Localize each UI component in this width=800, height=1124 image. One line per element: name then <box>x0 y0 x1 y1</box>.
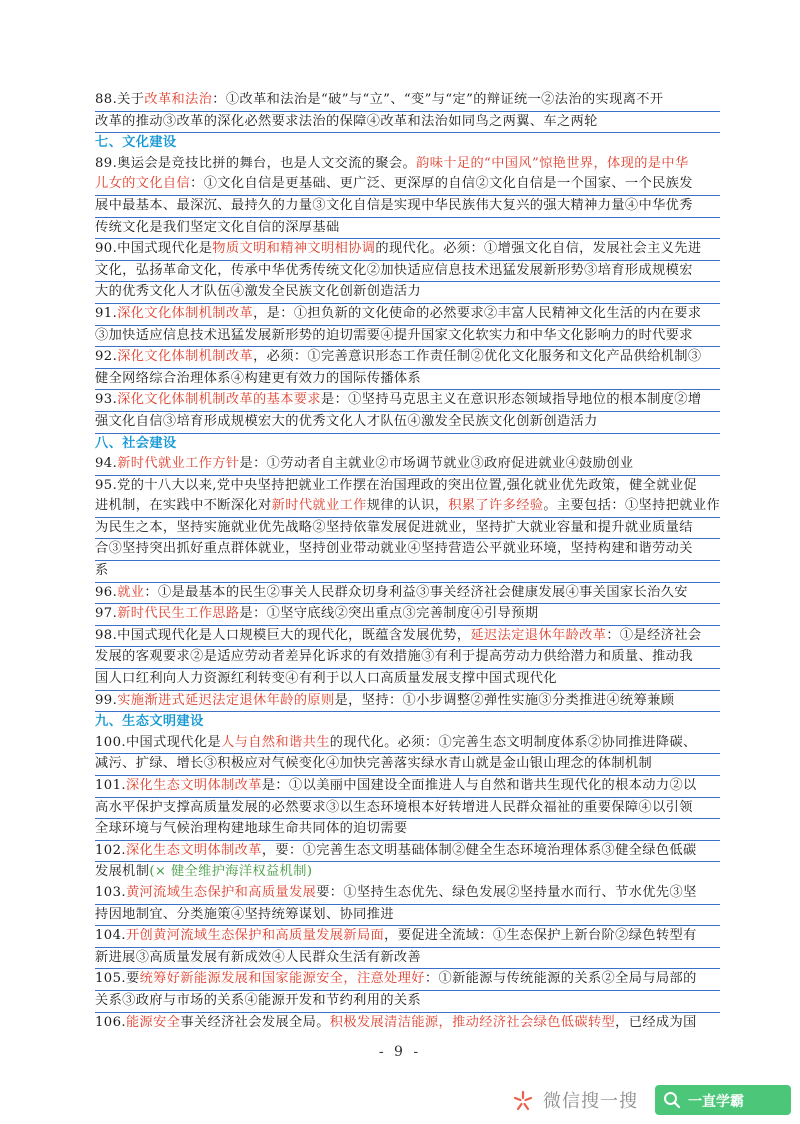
body-text: 新进展③高质量发展有新成效④人民群众生活有新改善 <box>95 949 422 965</box>
text-line <box>95 626 720 648</box>
text-line <box>95 583 720 605</box>
highlight-text: 深化文化体制机制改革 <box>117 349 254 365</box>
body-text: 是：①坚持马克思主义在意识形态领域指导地位的根本制度②增 <box>321 392 702 408</box>
highlight-text: 实施渐进式延迟法定退休年龄的原则 <box>117 692 335 708</box>
text-line <box>95 218 720 240</box>
text-line <box>95 948 720 970</box>
page-number: - 9 - <box>378 1044 422 1060</box>
body-text: 的现代化。必须：①增强文化自信，发展社会主义先进 <box>375 241 702 257</box>
body-text: 101. <box>95 778 126 793</box>
body-text: 105.要 <box>95 971 140 987</box>
body-text: 高水平保护支撑高质量发展的必然要求③以生态环境根本好转增进人民群众福祉的重要保障④以引领 <box>95 799 693 815</box>
body-text: ③加快适应信息技术迅猛发展新形势的迫切需要④提升国家文化软实力和中华文化影响力的时代要求 <box>95 327 693 343</box>
body-text: 96. <box>95 584 118 600</box>
heading-text: 七、文化建设 <box>95 135 177 151</box>
text-line <box>95 819 720 841</box>
text-line <box>95 347 720 369</box>
body-text: 88.关于 <box>95 92 145 107</box>
highlight-text: 深化生态文明体制改革 <box>125 778 262 793</box>
highlight-text: 黄河流域生态保护和高质量发展 <box>125 884 317 900</box>
section-heading <box>95 712 720 733</box>
search-button[interactable] <box>655 1085 791 1115</box>
highlight-text: 新时代民生工作思路 <box>117 606 240 622</box>
body-text: ，已经成为国 <box>615 1014 697 1030</box>
text-line <box>95 196 720 218</box>
highlight-text: 积累了许多经验 <box>448 498 544 514</box>
body-text: 展中最基本、最深沉、最持久的力量③文化自信是实现中华民族伟大复兴的强大精神力量④中华优秀 <box>95 197 693 213</box>
text-line <box>95 926 720 948</box>
text-line <box>95 883 720 905</box>
body-text: 98.中国式现代化是人口规模巨大的现代化，既蕴含发展优势， <box>95 627 471 643</box>
body-text: ，要促进全流域：①生态保护上新台阶②绿色转型有 <box>384 928 697 944</box>
text-line <box>95 539 720 561</box>
body-text: 文化，弘扬革命文化，传承中华优秀传统文化②加快适应信息技术迅猛发展新形势③培育形成规模宏 <box>95 262 693 278</box>
highlight-text: 深化文化体制机制改革的基本要求 <box>117 392 321 408</box>
body-text: 100.中国式现代化是 <box>95 734 222 750</box>
body-text: 国人口红利向人力资源红利转变④有利于以人口高质量发展支撑中国式现代化 <box>95 671 557 687</box>
text-line <box>95 518 720 540</box>
text-line <box>95 174 720 196</box>
body-text: 全球环境与气候治理构建地球生命共同体的迫切需要 <box>95 821 408 837</box>
text-line <box>95 369 720 391</box>
body-text: 90.中国式现代化是 <box>95 241 213 257</box>
text-line <box>95 991 720 1013</box>
text-line <box>95 304 720 326</box>
magnifier-icon <box>663 1091 681 1109</box>
text-line <box>95 261 720 283</box>
body-text: 106. <box>95 1014 126 1030</box>
body-text: ：①改革和法治是“破”与“立”、“变”与“定”的辩证统一②法治的实现离不开 <box>212 92 664 107</box>
text-line <box>95 691 720 713</box>
text-line <box>95 412 720 434</box>
search-query: 一直学霸 <box>688 1094 744 1110</box>
text-line <box>95 905 720 927</box>
highlight-text: 改革和法治 <box>144 92 213 107</box>
highlight-text: 人与自然和谐共生 <box>221 734 330 750</box>
highlight-text: 新时代就业工作方针 <box>117 456 240 472</box>
highlight-text: 就业 <box>117 584 145 600</box>
body-text: ，是：①担负新的文化使命的必然要求②丰富人民精神文化生活的内在要求 <box>253 305 702 321</box>
body-text: 持因地制宜、分类施策④坚持统筹谋划、协同推进 <box>95 906 394 922</box>
text-line <box>95 862 720 883</box>
body-text: 92. <box>95 349 118 365</box>
body-text: 要：①坚持生态优先、绿色发展②坚持量水而行、节水优先③坚 <box>316 884 697 900</box>
heading-text: 八、社会建设 <box>95 435 177 451</box>
body-text: 的现代化。必须：①完善生态文明制度体系②协同推进降碳、 <box>329 734 697 750</box>
body-text: 传统文化是我们坚定文化自信的深厚基础 <box>95 219 340 235</box>
body-text: 为民生之本，坚持实施就业优先战略②坚持依靠发展促进就业，坚持扩大就业容量和提升就业质量结 <box>95 519 693 535</box>
body-text: 是：①劳动者自主就业②市场调节就业③政府促进就业④鼓励创业 <box>239 456 634 472</box>
body-text: 改革的推动③改革的深化必然要求法治的保障④改革和法治如同鸟之两翼、车之两轮 <box>95 113 598 129</box>
text-line <box>95 841 720 863</box>
body-text: 合③坚持突出抓好重点群体就业，坚持创业带动就业④坚持营造公平就业环境，坚持构建和谐劳动关 <box>95 541 693 557</box>
body-text: 91. <box>95 305 118 321</box>
text-line <box>95 561 720 583</box>
body-text: ，要：①完善生态文明基础体制②健全生态环境治理体系③健全绿色低碳 <box>261 842 697 858</box>
text-line <box>95 798 720 820</box>
body-text: 99. <box>95 692 118 708</box>
text-line <box>95 112 720 134</box>
text-line <box>95 154 720 175</box>
body-text: ：①是经济社会 <box>606 627 702 643</box>
body-text: 104. <box>95 928 126 944</box>
body-text: 102. <box>95 842 126 858</box>
wechat-search-widget[interactable] <box>505 1083 792 1117</box>
heading-text: 九、生态文明建设 <box>95 714 204 730</box>
text-line <box>95 647 720 669</box>
highlight-text: 统筹好新能源发展和国家能源安全，注意处理好 <box>139 971 425 987</box>
highlight-text: 积极发展清洁能源，推动经济社会绿色低碳转型 <box>329 1014 616 1030</box>
body-text: ，必须：①完善意识形态工作责任制②优化文化服务和文化产品供给机制③ <box>253 349 702 365</box>
text-line <box>95 754 720 776</box>
body-text: 94. <box>95 456 118 472</box>
body-text: 系 <box>95 563 109 579</box>
text-line <box>95 326 720 348</box>
text-line <box>95 496 720 518</box>
text-line <box>95 454 720 476</box>
body-text: 是：①坚守底线②突出重点③完善制度④引导预期 <box>239 606 539 622</box>
highlight-text: 深化生态文明体制改革 <box>125 842 262 858</box>
body-text: 发展的客观要求②是适应劳动者差异化诉求的有效措施③有利于提高劳动力供给潜力和质量、推动我 <box>95 649 693 665</box>
wechat-search-icon <box>511 1089 535 1113</box>
text-line <box>95 282 720 304</box>
body-text: 关系③政府与市场的关系④能源开发和节约利用的关系 <box>95 992 422 1008</box>
body-text: 是，坚持：①小步调整②弹性实施③分类推进④统筹兼顾 <box>334 692 675 708</box>
section-heading <box>95 434 720 455</box>
note-text: (× 健全维护海洋权益机制) <box>149 864 313 880</box>
body-text: 103. <box>95 884 126 900</box>
body-text: ：①文化自信是更基础、更广泛、更深厚的自信②文化自信是一个国家、一个民族发 <box>190 176 693 192</box>
highlight-text: 延迟法定退休年龄改革 <box>470 627 607 643</box>
highlight-text: 儿女的文化自信 <box>95 176 191 192</box>
body-text: 发展机制 <box>95 864 150 880</box>
highlight-text: 深化文化体制机制改革 <box>117 305 254 321</box>
body-text: 强文化自信③培育形成规模宏大的优秀文化人才队伍④激发全民族文化创新创造活力 <box>95 413 598 429</box>
body-text: ：①是最基本的民生②事关人民群众切身利益③事关经济社会健康发展④事关国家长治久安 <box>144 584 688 600</box>
body-text: 95.党的十八大以来,党中央坚持把就业工作摆在治国理政的突出位置,强化就业优先政策，健全就业促 <box>95 477 698 493</box>
body-text: 进机制，在实践中不断深化对 <box>95 498 272 514</box>
body-text: 97. <box>95 606 118 622</box>
highlight-text: 新时代就业工作 <box>271 498 367 514</box>
highlight-text: 能源安全 <box>125 1014 181 1030</box>
text-line <box>95 476 720 497</box>
body-text: 健全网络综合治理体系④构建更有效力的国际传播体系 <box>95 370 422 386</box>
text-line <box>95 969 720 991</box>
text-line <box>95 90 720 112</box>
text-line <box>95 1013 720 1034</box>
text-line <box>95 669 720 691</box>
text-line <box>95 239 720 261</box>
highlight-text: 韵味十足的“中国风”惊艳世界，体现的是中华 <box>416 155 689 171</box>
body-text: 大的优秀文化人才队伍④激发全民族文化创新创造活力 <box>95 284 422 300</box>
highlight-text: 物质文明和精神文明相协调 <box>212 241 376 257</box>
search-prompt: 微信搜一搜 <box>543 1091 638 1112</box>
body-text: 事关经济社会发展全局。 <box>180 1014 330 1030</box>
text-line <box>95 776 720 798</box>
body-text: ：①新能源与传统能源的关系②全局与局部的 <box>424 971 697 987</box>
document-body <box>95 90 720 1033</box>
body-text: 减污、扩绿、增长③积极应对气候变化④加快完善落实绿水青山就是金山银山理念的体制机制 <box>95 756 653 772</box>
body-text: 93. <box>95 392 118 408</box>
highlight-text: 开创黄河流域生态保护和高质量发展新局面 <box>125 928 385 944</box>
body-text: 是：①以美丽中国建设全面推进人与自然和谐共生现代化的根本动力②以 <box>261 778 697 793</box>
body-text: 89.奥运会是竞技比拼的舞台，也是人文交流的聚会。 <box>95 155 417 171</box>
text-line <box>95 604 720 626</box>
text-line <box>95 733 720 755</box>
text-line <box>95 390 720 412</box>
body-text: 规律的认识， <box>366 498 449 514</box>
section-heading <box>95 133 720 154</box>
body-text: 。主要包括：①坚持把就业作 <box>543 498 720 514</box>
